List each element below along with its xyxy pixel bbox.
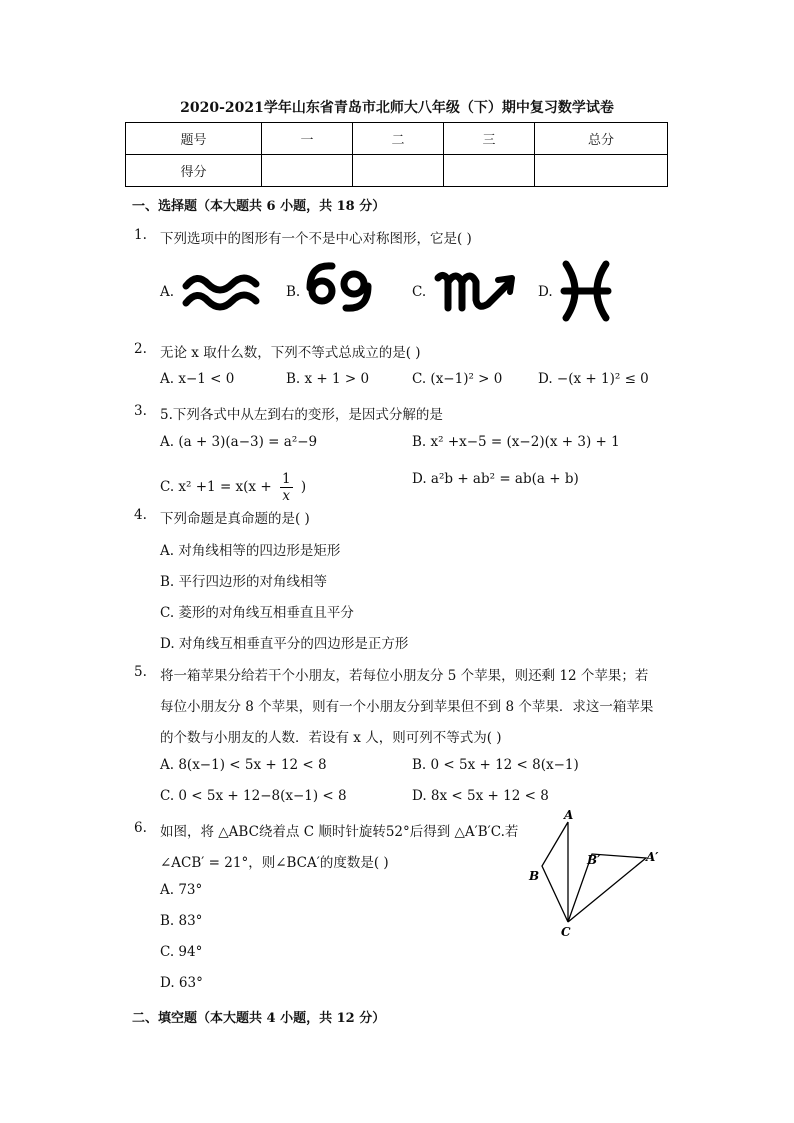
question-number: 3. [134,403,147,419]
question-text-line: 每位小朋友分 8 个苹果，则有一个小朋友分到苹果但不到 8 个苹果．求这一箱苹果 [160,699,654,715]
question-number: 1. [134,227,147,243]
table-cell [535,155,668,187]
table-cell: 得分 [126,155,262,187]
label-a-prime: A′ [646,850,659,864]
option-a[interactable]: A. (a + 3)(a−3) = a²−9 [160,434,318,450]
option-b[interactable]: B. [286,284,301,300]
question-text-line: 将一箱苹果分给若干个小朋友，若每位小朋友分 5 个苹果，则还剩 12 个苹果；若 [160,668,649,684]
question-text: 下列命题是真命题的是( ) [160,511,310,527]
question-text: 无论 x 取什么数，下列不等式总成立的是( ) [160,345,421,361]
question-text-line: 的个数与小朋友的人数．若设有 x 人，则可列不等式为( ) [160,730,502,746]
option-b[interactable]: B. 平行四边形的对角线相等 [160,574,328,590]
option-d[interactable]: D. 对角线互相垂直平分的四边形是正方形 [160,636,409,652]
table-cell [353,155,444,187]
option-d[interactable]: D. −(x + 1)² ≤ 0 [538,371,649,387]
option-c[interactable] [160,471,306,504]
option-c[interactable]: C. 0 < 5x + 12−8(x−1) < 8 [160,788,347,804]
table-cell: 总分 [535,123,668,155]
section-heading-fill: 二、填空题（本大题共 4 小题，共 12 分） [132,1011,386,1026]
option-b[interactable]: B. x² +x−5 = (x−2)(x + 3) + 1 [412,434,620,450]
option-b[interactable]: B. x + 1 > 0 [286,371,370,387]
option-a[interactable]: A. [160,284,175,300]
aquarius-icon [180,266,262,316]
option-a[interactable]: A. x−1 < 0 [160,371,235,387]
question-text: 5.下列各式中从左到右的变形，是因式分解的是 [160,407,443,423]
score-table [125,122,668,187]
section-heading-choice: 一、选择题（本大题共 6 小题，共 18 分） [132,199,386,214]
option-c-text: C. x² +1 = x(x + [160,479,272,495]
table-cell: 二 [353,123,444,155]
question-text-line: 如图，将 △ABC绕着点 C 顺时针旋转52°后得到 △A′B′C.若 [160,824,519,840]
option-d[interactable]: D. 63° [160,975,203,991]
page-title: 2020-2021学年山东省青岛市北师大八年级（下）期中复习数学试卷 [180,100,614,116]
scorpio-icon [432,264,524,316]
fraction-numerator: 1 [281,471,291,487]
rotation-figure [520,808,670,940]
option-a[interactable]: A. 8(x−1) < 5x + 12 < 8 [160,757,327,773]
label-a: A [564,808,574,822]
fraction [280,471,293,504]
table-cell [444,155,535,187]
option-b[interactable]: B. 0 < 5x + 12 < 8(x−1) [412,757,579,773]
pisces-icon [556,258,616,324]
label-c: C [561,925,571,939]
option-d[interactable]: D. [538,284,553,300]
question-text-line: ∠ACB′ = 21°，则∠BCA′的度数是( ) [160,855,389,871]
label-b: B [529,869,540,883]
question-number: 4. [134,507,147,523]
option-d[interactable]: D. a²b + ab² = ab(a + b) [412,471,579,487]
table-row [126,123,668,155]
table-row [126,155,668,187]
option-b[interactable]: B. 83° [160,913,203,929]
cancer-icon [302,258,374,324]
option-c[interactable]: C. (x−1)² > 0 [412,371,503,387]
question-text: 下列选项中的图形有一个不是中心对称图形，它是( ) [160,231,472,247]
option-d[interactable]: D. 8x < 5x + 12 < 8 [412,788,549,804]
label-b-prime: B′ [587,853,601,867]
fraction-denominator: x [282,488,291,504]
option-a[interactable]: A. 对角线相等的四边形是矩形 [160,543,341,559]
option-c[interactable]: C. 94° [160,944,203,960]
question-number: 6. [134,820,147,836]
question-number: 5. [134,664,147,680]
table-cell [262,155,353,187]
option-c[interactable]: C. [412,284,427,300]
option-a[interactable]: A. 73° [160,882,203,898]
option-c[interactable]: C. 菱形的对角线互相垂直且平分 [160,605,354,621]
table-cell: 题号 [126,123,262,155]
table-cell: 一 [262,123,353,155]
table-cell: 三 [444,123,535,155]
close-paren: ) [300,479,307,495]
question-number: 2. [134,341,147,357]
